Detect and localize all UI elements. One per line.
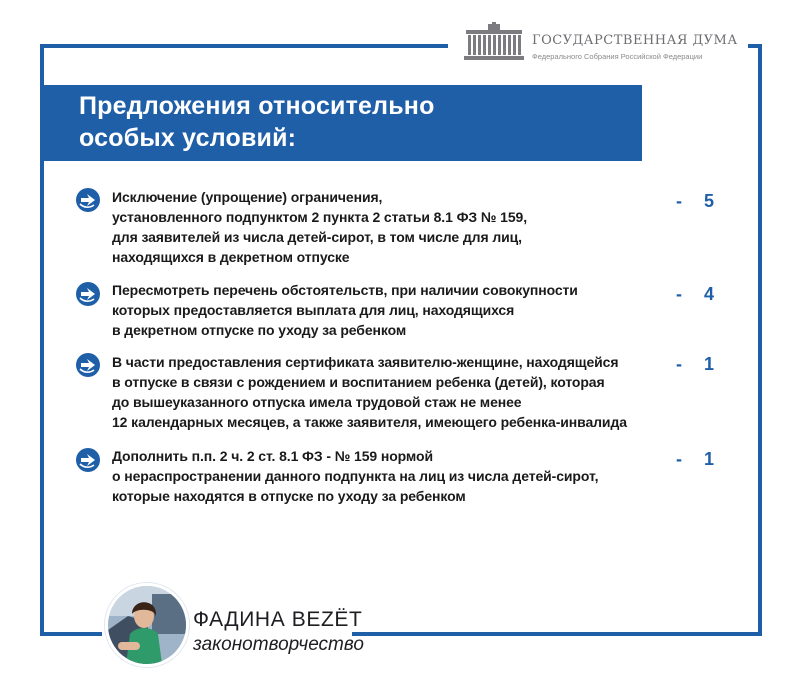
proposal-count <box>676 354 736 378</box>
proposal-text-line: установленного подпунктом 2 пункта 2 статьи 8.1 ФЗ № 159, <box>112 209 528 225</box>
arrow-badge-icon <box>76 188 100 212</box>
proposal-text-line: 12 календарных месяцев, а также заявителя, имеющего ребенка-инвалида <box>112 414 627 430</box>
count-dash: - <box>676 354 682 374</box>
proposal-item-2 <box>76 281 736 341</box>
proposal-text-line: которые находятся в отпуске по уходу за ребенком <box>112 488 466 504</box>
proposal-text-line: Исключение (упрощение) ограничения, <box>112 189 383 205</box>
proposal-text-line: до вышеуказанного отпуска имела трудовой стаж не менее <box>112 394 522 410</box>
proposal-text-line: которых предоставляется выплата для лиц, находящихся <box>112 302 515 318</box>
frame-right <box>758 44 762 636</box>
proposal-count <box>676 284 736 308</box>
proposal-text-line: в декретном отпуске по уходу за ребенком <box>112 322 407 338</box>
proposal-count <box>676 191 736 215</box>
count-dash: - <box>676 284 682 304</box>
proposal-text-line: Дополнить п.п. 2 ч. 2 ст. 8.1 ФЗ - № 159 нормой <box>112 448 433 464</box>
frame-bottom-left <box>40 632 102 636</box>
page-title-line-1: Предложения относительно <box>79 92 435 120</box>
count-dash: - <box>676 449 682 469</box>
proposal-text-line: в отпуске в связи с рождением и воспитанием ребенка (детей), которая <box>112 374 605 390</box>
avatar <box>105 583 189 667</box>
proposal-item-3 <box>76 352 736 432</box>
count-dash: - <box>676 191 682 211</box>
author-name: ФАДИНА ВЕZЁТ <box>193 608 363 631</box>
count-value: 4 <box>704 284 715 304</box>
author-role: законотворчество <box>193 634 364 655</box>
arrow-badge-icon <box>76 353 100 377</box>
count-value: 1 <box>704 354 715 374</box>
frame-top-left <box>40 44 448 48</box>
proposal-text-line: находящихся в декретном отпуске <box>112 249 350 265</box>
duma-building-icon <box>462 22 526 62</box>
proposal-item-4 <box>76 447 736 507</box>
proposal-item-1 <box>76 187 736 267</box>
arrow-badge-icon <box>76 282 100 306</box>
proposal-text-line: Пересмотреть перечень обстоятельств, при наличии совокупности <box>112 282 578 298</box>
author-photo <box>108 586 186 664</box>
count-value: 5 <box>704 191 715 211</box>
duma-logo <box>462 22 762 64</box>
org-subtitle: Федерального Собрания Российской Федерации <box>532 52 703 61</box>
proposal-text-line: о нераспространении данного подпункта на лиц из числа детей-сирот, <box>112 468 599 484</box>
proposal-text-line: В части предоставления сертификата заявителю-женщине, находящейся <box>112 354 619 370</box>
org-title: ГОСУДАРСТВЕННАЯ ДУМА <box>532 33 738 48</box>
arrow-badge-icon <box>76 448 100 472</box>
page-title-line-2: особых условий: <box>79 124 297 152</box>
frame-bottom-right <box>352 632 762 636</box>
count-value: 1 <box>704 449 715 469</box>
proposal-count <box>676 449 736 473</box>
proposal-text-line: для заявителей из числа детей-сирот, в том числе для лиц, <box>112 229 522 245</box>
